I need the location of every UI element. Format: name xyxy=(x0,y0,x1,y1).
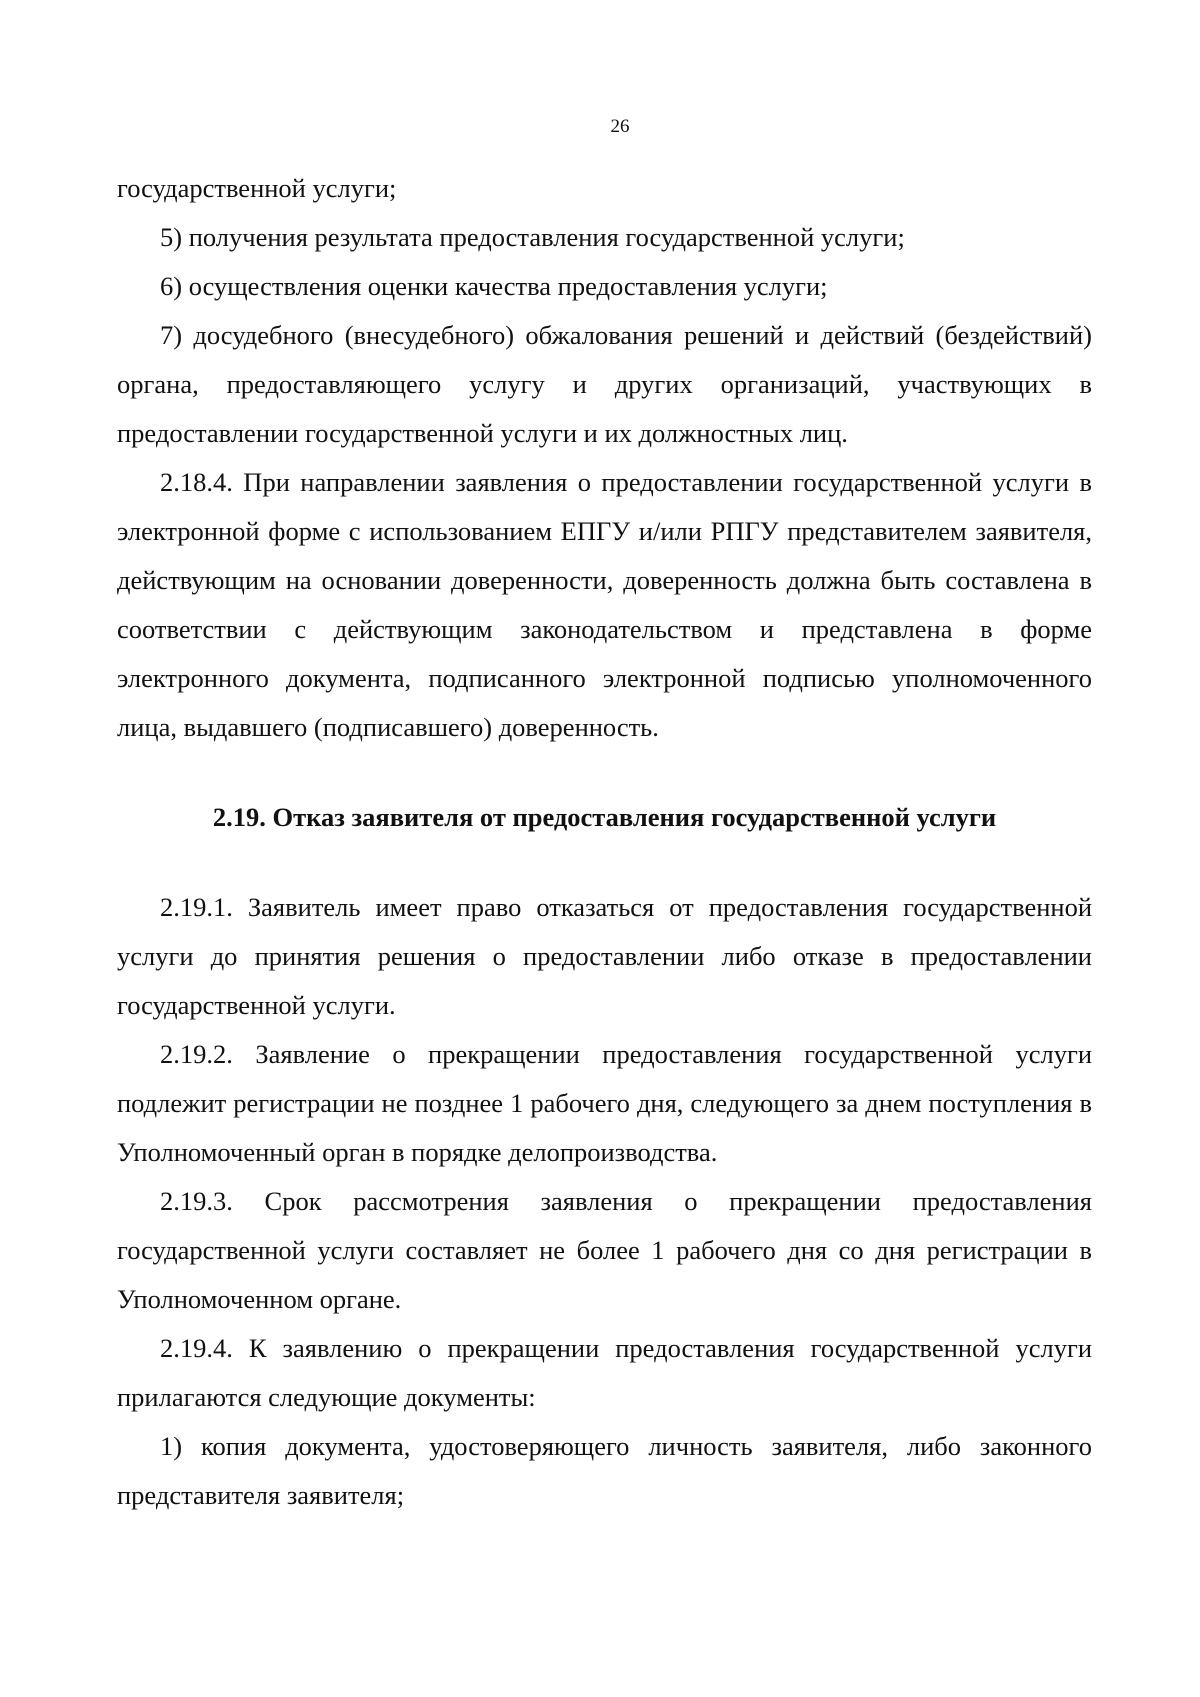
paragraph-2-19-3: 2.19.3. Срок рассмотрения заявления о прекращении предоставления государственной услуги составляет не более 1 рабочего дня со дня регистрации в Уполномоченном органе. xyxy=(117,1186,1092,1314)
document-body xyxy=(117,164,1092,1520)
paragraph-2-18-4: 2.18.4. При направлении заявления о предоставлении государственной услуги в электронной форме с использованием ЕПГУ и/или РПГУ представителем заявителя, действующим на основании доверенности, доверенность должна быть составлена в соответствии с действующим законодательством и представлена в форме электронного документа, подписанного электронной подписью уполномоченного лица, выдавшего (подписавшего) доверенность. xyxy=(117,467,1092,742)
list-item-1: 1) копия документа, удостоверяющего личность заявителя, либо законного представителя заявителя; xyxy=(117,1431,1092,1510)
paragraph-continuation: государственной услуги; xyxy=(117,173,397,203)
list-item-7: 7) досудебного (внесудебного) обжалования решений и действий (бездействий) органа, предоставляющего услугу и других организаций, участвующих в предоставлении государственной услуги и их должностных лиц. xyxy=(117,320,1092,448)
paragraph-2-19-4: 2.19.4. К заявлению о прекращении предоставления государственной услуги прилагаются следующие документы: xyxy=(117,1333,1092,1412)
page-number: 26 xyxy=(610,116,630,137)
section-heading-2-19: 2.19. Отказ заявителя от предоставления государственной услуги xyxy=(212,802,997,832)
paragraph-2-19-2: 2.19.2. Заявление о прекращении предоставления государственной услуги подлежит регистрации не позднее 1 рабочего дня, следующего за днем поступления в Уполномоченный орган в порядке делопроизводства. xyxy=(117,1039,1092,1167)
paragraph-2-19-1: 2.19.1. Заявитель имеет право отказаться от предоставления государственной услуги до принятия решения о предоставлении либо отказе в предоставлении государственной услуги. xyxy=(117,892,1092,1020)
list-item-5: 5) получения результата предоставления государственной услуги; xyxy=(160,222,905,252)
list-item-6: 6) осуществления оценки качества предоставления услуги; xyxy=(160,271,828,301)
